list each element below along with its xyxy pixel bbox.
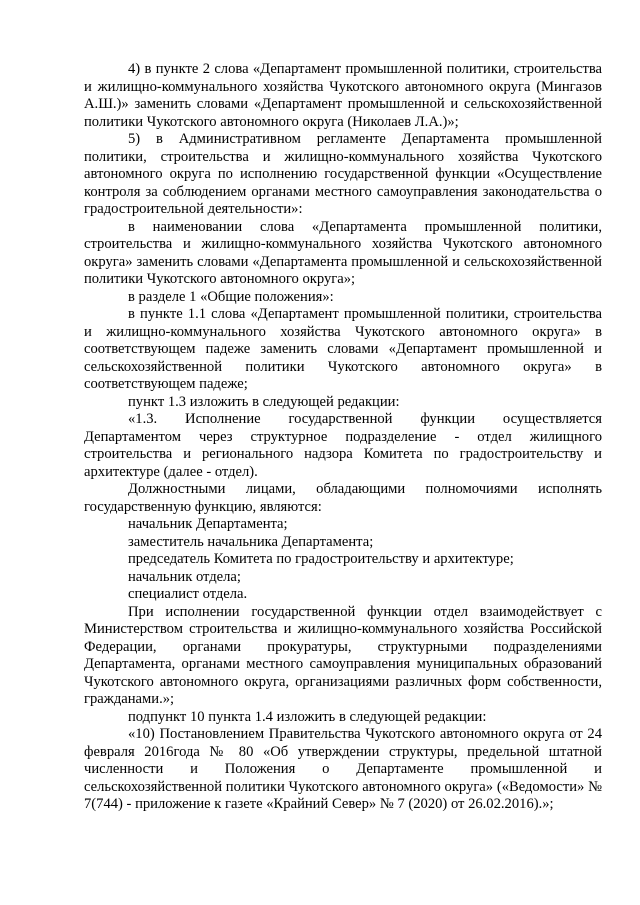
paragraph-item-4: 4) в пункте 2 слова «Департамент промышленной политики, строительства и жилищно-коммунального хозяйства Чукотского автономного округа (Мингазов А.Ш.)» заменить словами «Департамент промышленной и сельскохозяйственной политики Чукотского автономного округа (Николаев Л.А.)»; <box>84 61 602 130</box>
paragraph-clause-1-3: «1.3. Исполнение государственной функции осуществляется Департаментом через структурное подразделение - отдел жилищного строительства и регионального надзора Комитета по градостроительству и архитектуре (далее - отдел). <box>84 411 602 480</box>
list-item-head: начальник Департамента; <box>128 516 288 532</box>
list-item-deputy: заместитель начальника Департамента; <box>128 533 374 550</box>
document-page <box>84 61 602 814</box>
list-item-chairman: председатель Комитета по градостроительству и архитектуре; <box>128 551 514 567</box>
paragraph-subclause-10-intro: подпункт 10 пункта 1.4 изложить в следующей редакции: <box>128 708 487 725</box>
paragraph-item-5: 5) в Административном регламенте Департамента промышленной политики, строительства и жилищно-коммунального хозяйства Чукотского автономного округа по исполнению государственной функции «Осуществление контроля за соблюдением органами местного самоуправления законодательства о градостроительной деятельности»: <box>84 131 602 217</box>
paragraph-subclause-10: «10) Постановлением Правительства Чукотского автономного округа от 24 февраля 2016года № 80 «Об утверждении структуры, предельной штатной численности и Положения о Департаменте промышленной и сельскохозяйственной политики Чукотского автономного округа» («Ведомости» № 7(744) - приложение к газете «Крайний Север» № 7 (2020) от 26.02.2016).»; <box>84 726 602 812</box>
paragraph-officials-intro: Должностными лицами, обладающими полномочиями исполнять государственную функцию, являются: <box>84 481 602 515</box>
paragraph-section-1: в разделе 1 «Общие положения»: <box>128 288 334 305</box>
paragraph-clause-1-3-intro: пункт 1.3 изложить в следующей редакции: <box>128 393 400 410</box>
paragraph-title-rename: в наименовании слова «Департамента промышленной политики, строительства и жилищно-коммунального хозяйства Чукотского автономного округа» заменить словами «Департамента промышленной и сельскохозяйственной политики Чукотского автономного округа»; <box>84 218 602 287</box>
list-item-dept-head: начальник отдела; <box>128 568 241 585</box>
paragraph-interaction: При исполнении государственной функции отдел взаимодействует с Министерством строительства и жилищно-коммунального хозяйства Российской Федерации, органами прокуратуры, структурными подразделениями Департамента, органами местного самоуправления муниципальных образований Чукотского автономного округа, организациями различных форм собственности, гражданами.»; <box>84 603 602 707</box>
paragraph-clause-1-1: в пункте 1.1 слова «Департамент промышленной политики, строительства и жилищно-коммунального хозяйства Чукотского автономного округа» в соответствующем падеже заменить словами «Департамент промышленной и сельскохозяйственной политики Чукотского автономного округа» в соответствующем падеже; <box>84 306 602 392</box>
list-item-specialist: специалист отдела. <box>128 586 248 602</box>
